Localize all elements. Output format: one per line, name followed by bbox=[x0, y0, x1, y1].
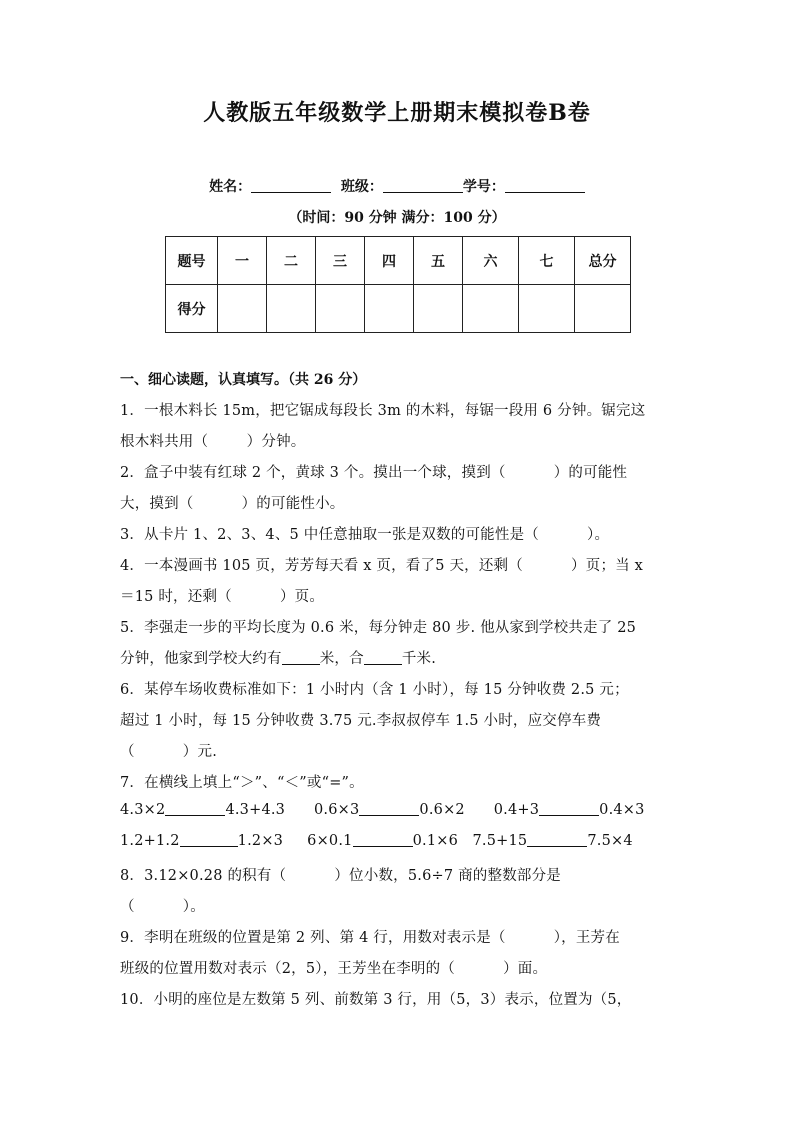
q7-expr: 7.5×4 bbox=[587, 833, 633, 849]
exam-title: 人教版五年级数学上册期末模拟卷B卷 bbox=[203, 100, 591, 126]
q7-expr: 0.6×3 bbox=[313, 802, 360, 818]
q9-line-1: 9．李明在班级的位置是第 2 列、第 4 行，用数对表示是（ ），王芳在 bbox=[120, 930, 620, 946]
score-table-score-row bbox=[166, 285, 631, 333]
score-cell[interactable] bbox=[365, 285, 414, 333]
q6-line-2: 超过 1 小时，每 15 分钟收费 3.75 元.李叔叔停车 1.5 小时，应交停车费 bbox=[120, 713, 602, 729]
score-cell[interactable] bbox=[575, 285, 631, 333]
q7-blank[interactable] bbox=[165, 802, 225, 816]
q5-blank-meters[interactable] bbox=[282, 651, 320, 665]
score-row-label: 得分 bbox=[166, 285, 218, 333]
q8-line-2: （ ）。 bbox=[120, 899, 205, 915]
q7-expr: 6×0.1 bbox=[307, 833, 353, 849]
q5-line-1: 5．李强走一步的平均长度为 0.6 米，每分钟走 80 步. 他从家到学校共走了 25 bbox=[120, 620, 637, 636]
class-blank[interactable] bbox=[383, 178, 463, 193]
q7-expr: 1.2×3 bbox=[237, 833, 284, 849]
q7-expr: 1.2+1.2 bbox=[120, 833, 180, 849]
header-cell: 二 bbox=[267, 237, 316, 285]
q7-expr: 0.1×6 bbox=[412, 833, 459, 849]
q7-row-1 bbox=[120, 802, 645, 818]
q3-line-1: 3．从卡片 1、2、3、4、5 中任意抽取一张是双数的可能性是（ ）。 bbox=[120, 527, 610, 543]
q7-blank[interactable] bbox=[359, 802, 419, 816]
q7-expr: 4.3+4.3 bbox=[225, 802, 286, 818]
q5-text-b: 米，合 bbox=[319, 651, 364, 667]
score-cell[interactable] bbox=[414, 285, 463, 333]
header-cell: 六 bbox=[463, 237, 519, 285]
score-cell[interactable] bbox=[218, 285, 267, 333]
q5-line-2 bbox=[120, 647, 436, 668]
q7-row-2 bbox=[120, 833, 633, 849]
time-score-line: （时间：90 分钟 满分：100 分） bbox=[288, 210, 506, 226]
q6-line-3: （ ）元. bbox=[120, 744, 218, 760]
header-cell: 一 bbox=[218, 237, 267, 285]
header-cell: 七 bbox=[519, 237, 575, 285]
q9-line-2: 班级的位置用数对表示（2，5），王芳坐在李明的（ ）面。 bbox=[120, 961, 548, 977]
q7-expr: 7.5+15 bbox=[472, 833, 528, 849]
q5-text-c: 千米. bbox=[401, 651, 437, 667]
q7-blank[interactable] bbox=[527, 833, 587, 847]
header-cell: 五 bbox=[414, 237, 463, 285]
q7-expr: 0.4+3 bbox=[493, 802, 540, 818]
score-table-header-row bbox=[166, 237, 631, 285]
q7-stem: 7．在横线上填上“＞”、“＜”或“=”。 bbox=[120, 775, 364, 791]
id-label: 学号： bbox=[462, 179, 505, 195]
q8-line-1: 8．3.12×0.28 的积有（ ）位小数，5.6÷7 商的整数部分是 bbox=[120, 868, 561, 884]
class-label: 班级： bbox=[340, 179, 383, 195]
q7-expr: 0.6×2 bbox=[419, 802, 465, 818]
section-1-title: 一、细心读题，认真填写。（共 26 分） bbox=[120, 372, 367, 388]
q1-line-2: 根木料共用（ ）分钟。 bbox=[120, 434, 306, 450]
score-cell[interactable] bbox=[519, 285, 575, 333]
score-cell[interactable] bbox=[463, 285, 519, 333]
header-cell: 总分 bbox=[575, 237, 631, 285]
q7-expr: 4.3×2 bbox=[120, 802, 166, 818]
score-cell[interactable] bbox=[316, 285, 365, 333]
name-blank[interactable] bbox=[251, 178, 331, 193]
student-info-line bbox=[0, 176, 794, 196]
header-cell: 题号 bbox=[166, 237, 218, 285]
q7-blank[interactable] bbox=[180, 833, 238, 847]
header-cell: 四 bbox=[365, 237, 414, 285]
q5-text-a: 分钟，他家到学校大约有 bbox=[120, 651, 282, 667]
q10-line-1: 10．小明的座位是左数第 5 列、前数第 3 行，用（5，3）表示，位置为（5， bbox=[120, 992, 632, 1008]
id-blank[interactable] bbox=[505, 178, 585, 193]
q1-line-1: 1．一根木料长 15m，把它锯成每段长 3m 的木料，每锯一段用 6 分钟。锯完这 bbox=[120, 403, 646, 419]
q2-line-1: 2．盒子中装有红球 2 个，黄球 3 个。摸出一个球，摸到（ ）的可能性 bbox=[120, 465, 628, 481]
name-label: 姓名： bbox=[209, 179, 252, 195]
q6-line-1: 6．某停车场收费标准如下：1 小时内（含 1 小时），每 15 分钟收费 2.5 元； bbox=[120, 682, 629, 698]
score-table bbox=[165, 236, 631, 333]
score-cell[interactable] bbox=[267, 285, 316, 333]
q4-line-2: ＝15 时，还剩（ ）页。 bbox=[120, 589, 325, 605]
q2-line-2: 大，摸到（ ）的可能性小。 bbox=[120, 496, 345, 512]
q5-blank-km[interactable] bbox=[364, 651, 402, 665]
q7-blank[interactable] bbox=[353, 833, 413, 847]
q7-blank[interactable] bbox=[539, 802, 599, 816]
q4-line-1: 4．一本漫画书 105 页，芳芳每天看 x 页，看了5 天，还剩（ ）页；当 x bbox=[120, 558, 644, 574]
header-cell: 三 bbox=[316, 237, 365, 285]
q7-expr: 0.4×3 bbox=[599, 802, 645, 818]
